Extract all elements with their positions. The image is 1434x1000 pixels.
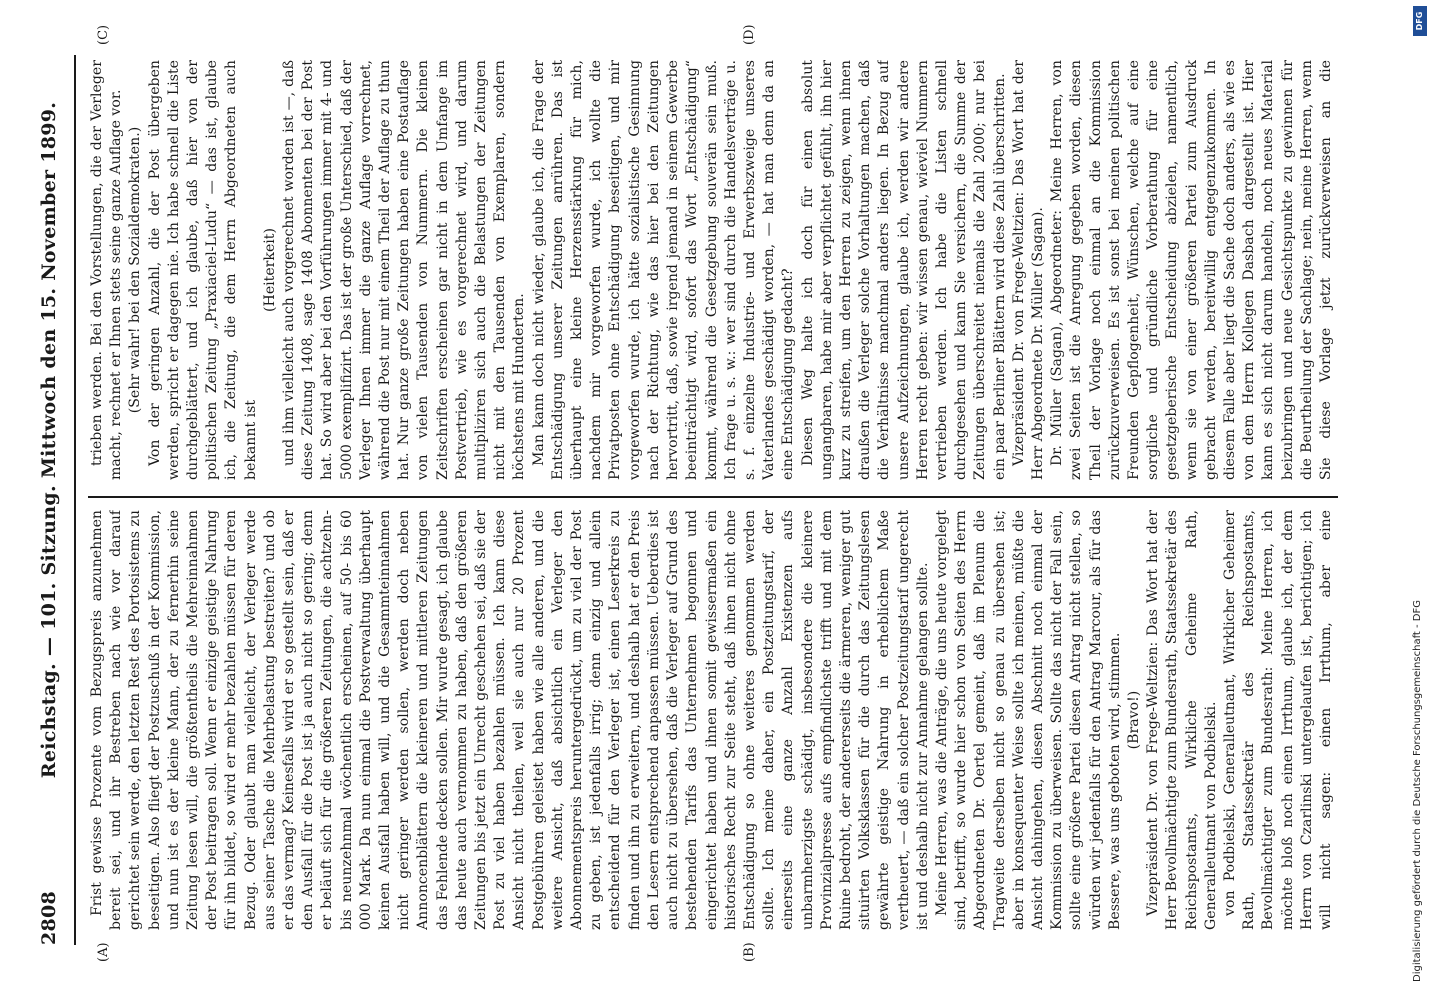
dfg-logo bbox=[1413, 6, 1427, 36]
paragraph: (Sehr wahr! bei den Sozialdemokraten.) bbox=[127, 126, 144, 414]
page-number: 2808 bbox=[38, 890, 60, 945]
column-divider bbox=[88, 496, 1338, 498]
paragraph: Meine Herren, was die Anträge, die uns heute vorgelegt sind, betrifft, so wurde hier schon von Seiten des Herrn Abgeordneten Dr. Oertel gemeint, daß im Plenum die Tragweite derselben nicht so genau zu übersehen ist; aber in konsequenter Weise sollte ich meinen, müßte die Ansicht dahingehen, diesen Abschnitt noch einmal der Kommission zu überweisen. Sollte das nicht der Fall sein, sollte eine größere Partei diesen Antrag nicht stellen, so würden wir jedenfalls für den Antrag Marcour, als für das Bessere, was uns geboten wird, stimmen. bbox=[933, 510, 1123, 930]
right-column bbox=[88, 60, 1338, 480]
page-header bbox=[38, 55, 68, 945]
digitization-note: Digitalisierung gefördert durch die Deutsche Forschungsgemeinschaft - DFG bbox=[1412, 599, 1423, 982]
header-rule bbox=[74, 55, 76, 945]
paragraph: Diesen Weg halte ich doch für einen absolut ungangbaren, habe mir aber verpflichtet gefühlt, ihn hier kurz zu streifen, um den Herren zu zeigen, wenn ihnen draußen die Verleger solche Vorhaltungen machen, daß die Verhältnisse manchmal anders liegen. In Bezug auf unsere Aufzeichnungen, glaube ich, werden wir andere Herren recht geben: wir wissen genau, wieviel Nummern vertrieben werden. Ich habe die Listen schnell durchgesehen und kann Sie versichern, die Summe der Zeitungen überschreitet niemals die Zahl 2000; nur bei ein paar Berliner Blättern wird diese Zahl überschritten. bbox=[799, 60, 1008, 480]
paragraph: Von der geringen Anzahl, die der Post übergeben werden, spricht er dagegen nie. Ich habe schnell die Liste durchgeblättert, und ich glaube, daß hier von der politischen Zeitung „Praxiaciel-Ludu“ — das ist, glaube ich, die Zeitung, die dem Herrn Abgeordneten auch bekannt ist bbox=[146, 60, 259, 480]
paragraph: (Bravo!) bbox=[1125, 690, 1142, 750]
margin-marker-c: (C) bbox=[96, 24, 111, 45]
paragraph: (Heiterkeit) bbox=[261, 228, 278, 312]
margin-marker-a: (A) bbox=[96, 942, 111, 962]
margin-marker-b: (B) bbox=[742, 942, 757, 962]
margin-marker-d: (D) bbox=[742, 24, 757, 45]
left-column bbox=[88, 510, 1338, 930]
paragraph: Man kann doch nicht wieder, glaube ich, die Frage der Entschädigung unserer Zeitungen anrühren. Das ist überhaupt eine kleine Herzensstärkung für mich, nachdem mir vorgeworfen wurde, ich wollte die Privatposten ohne Entschädigung beseitigen, und mir vorgeworfen wurde, ich hätte sozialistische Gesinnung nach der Richtung, wie das hier bei den Zeitungen hervortritt, daß, sowie irgend jemand in seinem Gewerbe beeinträchtigt wird, sofort das Wort „Entschädigung“ kommt, während die Gesetzgebung souverän sein muß. Ich frage u. s. w.: wer sind durch die Handelsverträge u. s. f. einzelne Industrie- und Erwerbszweige unseres Vaterlandes geschädigt worden, — hat man denn da an eine Entschädigung gedacht? bbox=[530, 60, 797, 480]
paragraph: und ihm vielleicht auch vorgerechnet worden ist —, daß diese Zeitung 1408, sage 1408 Abonnenten bei der Post hat. So wird aber bei den Vorführungen immer mit 4- und 5000 exemplifizirt. Das ist der große Unterschied, daß der Verleger Ihnen immer die ganze Auflage vorrechnet, während die Post nur mit einem Theil der Auflage zu thun hat. Nur ganze große Zeitungen haben eine Postauflage von vielen Tausenden von Nummern. Die kleinen Zeitschriften erscheinen gar nicht in dem Umfange im Postvertrieb, wie es vorgerechnet wird, und darum multipliziren sich auch die Belastungen der Zeitungen nicht mit den Tausenden von Exemplaren, sondern höchstens mit Hunderten. bbox=[281, 60, 528, 480]
paragraph: von Podbielski, Generalleutnant, Wirklicher Geheimer Rath, Staatssekretär des Reichspostamts, Bevollmächtigter zum Bundesrath: Meine Herren, ich möchte bloß noch einen Irrthum, glaube ich, der dem Herrn von Czarlinski untergelaufen ist, berichtigen; ich will nicht sagen: einen Irrthum, aber eine bbox=[1221, 510, 1334, 930]
paragraph: Dr. Müller (Sagan), Abgeordneter: Meine Herren, von zwei Seiten ist die Anregung gegeben worden, diesen Theil der Vorlage noch einmal an die Kommission zurückzuverweisen. Es ist sonst bei meinen politischen Freunden Gepflogenheit, Wünschen, welche auf eine sorgliche und gründliche Vorberathung für eine gesetzgeberische Entscheidung abzielen, namentlich, wenn sie von einer größeren Partei zum Ausdruck gebracht werden, bereitwillig entgegenzukommen. In diesem Falle aber liegt die Sache doch anders, als wie es von dem Herrn Kollegen Dasbach dargestellt ist. Hier kann es sich nicht darum handeln, noch neues Material beizubringen und neue Gesichtspunkte zu gewinnen für die Beurtheilung der Sachlage; nein, meine Herren, wenn Sie diese Vorlage jetzt zurückverweisen an die bbox=[1049, 60, 1334, 480]
paragraph: Vizepräsident Dr. von Frege-Weltzien: Das Wort hat der Herr Bevollmächtigte zum Bundesrath, Staatssekretär des Reichspostamts, Wirkliche Geheime Rath, Generalleutnant von Podbielski. bbox=[1145, 510, 1219, 930]
dfg-logo-text: DFG bbox=[1415, 11, 1424, 31]
paragraph: trieben werden. Bei den Vorstellungen, die der Verleger macht, rechnet er Ihnen stets seine ganze Auflage vor. bbox=[89, 60, 125, 480]
session-title: Reichstag. — 101. Sitzung. Mittwoch den 15. November 1899. bbox=[38, 101, 60, 779]
paragraph: Frist gewisse Prozente vom Bezugspreis anzunehmen bereit sei, und ihr Bestreben nach wie vor darauf gerichtet sein werde, den letzten Rest des Portosistems zu beseitigen. Also fliegt der Postzuschuß in der Kommission, und nun ist es der kleine Mann, der zu fernerhin seine Zeitung lesen will, die größtentheils die Mehreinnahmen der Post beitragen soll. Wenn er einzige geistige Nahrung für ihn bildet, so wird er mehr bezahlen müssen für deren Bezug. Oder glaubt man vielleicht, der Verleger werde aus seiner Tasche die Mehrbelastung bestreiten? und ob er das vermag? Keinesfalls wird er so gestellt sein, daß er den Ausfall für die Post ist ja auch nicht so gering; denn er beläuft sich für die größeren Zeitungen, die achtzehn- bis neunzehnmal wöchentlich erscheinen, auf 50- bis 60 000 Mark. Da nun einmal die Postverwaltung überhaupt keinen Ausfall haben will, und die Gesammteinnahmen nicht geringer werden sollen, werden doch neben Annoncenblättern die kleineren und mittleren Zeitungen das Fehlende decken sollen. Mir wurde gesagt, ich glaube das heute auch vernommen zu haben, daß den größeren Zeitungen bis jetzt ein Unrecht geschehen sei, daß sie der Post zu viel haben bezahlen müssen. Ich kann diese Ansicht nicht theilen, weil sie auch nur 20 Prozent Postgebühren geleistet haben wie alle anderen, und die weitere Ansicht, daß absichtlich ein Verleger den Abonnementspreis heruntergedrückt, um zu viel der Post zu geben, ist jedenfalls irrig; denn einzig und allein entscheidend für den Verleger ist, einen Leserkreis zu finden und ihn zu erweitern, und deshalb hat er den Preis den Lesern entsprechend anpassen müssen. Ueberdies ist auch nicht zu übersehen, daß die Verleger auf Grund des bestehenden Tarifs das Unternehmen begonnen und eingerichtet haben und ihnen somit gewissermaßen ein historisches Recht zur Seite steht, daß ihnen nicht ohne Entschädigung so ohne weiteres genommen werden sollte. Ich meine daher, ein Postzeitungstarif, der einerseits eine ganze Anzahl Existenzen aufs unbarmherzigste schädigt, insbesondere die kleinere Provinzialpresse aufs empfindlichste trifft und mit dem Ruine bedroht, der andererseits die ärmeren, weniger gut situirten Volksklassen für die durch das Zeitungslesen gewährte geistige Nahrung in erheblichem Maße vertheuert, — daß ein solcher Postzeitungstarif ungerecht ist und deshalb nicht zur Annahme gelangen sollte. bbox=[89, 510, 931, 930]
paragraph: Vizepräsident Dr. von Frege-Weltzien: Das Wort hat der Herr Abgeordnete Dr. Müller (Sagan). bbox=[1010, 60, 1046, 480]
